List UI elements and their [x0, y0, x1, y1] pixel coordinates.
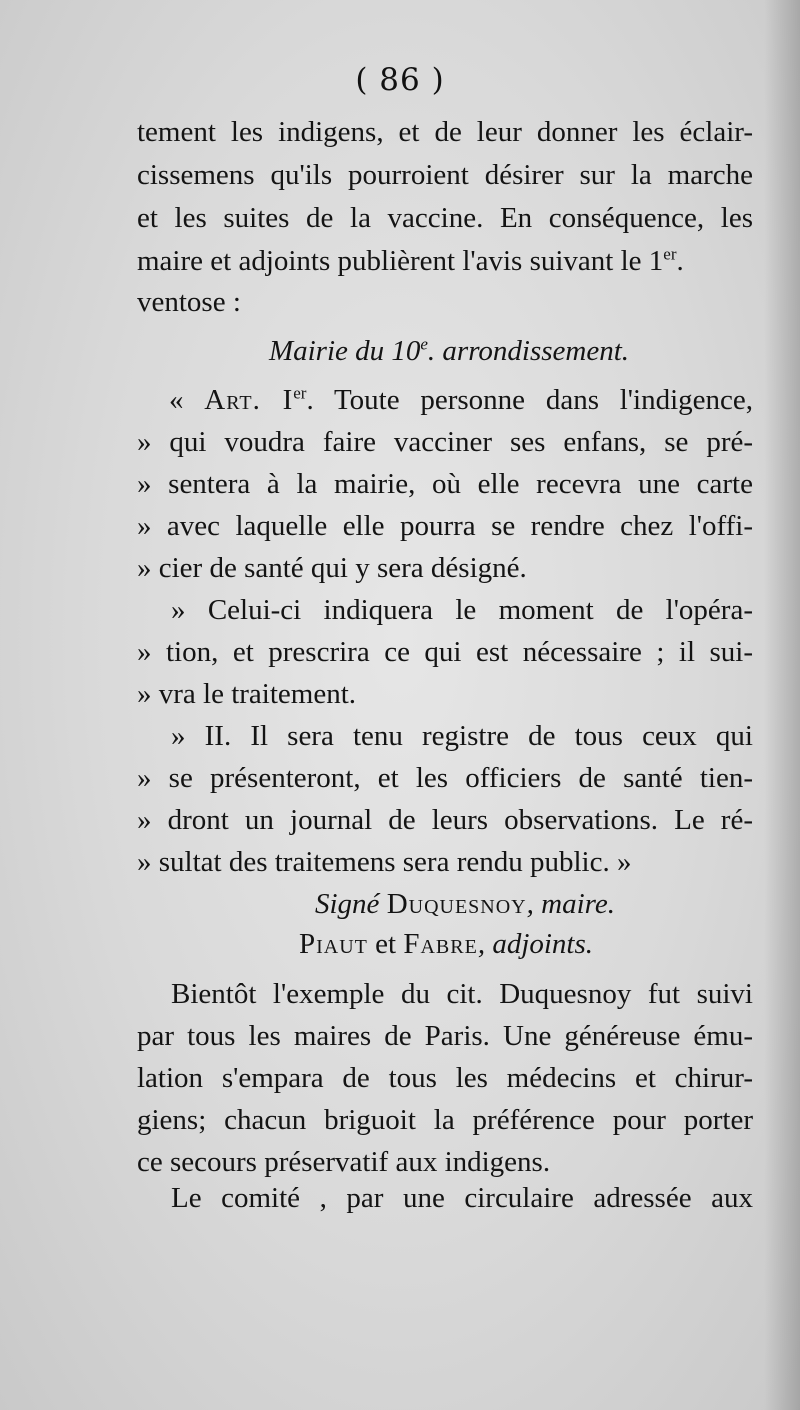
text-fragment: . Toute personne dans l'indigence, — [306, 384, 754, 416]
article-line: » sultat des traitemens sera rendu public. » — [137, 846, 632, 878]
text-fragment: . — [676, 245, 684, 277]
signatory-name: Fabre — [403, 928, 478, 960]
page-number: ( 86 ) — [355, 62, 445, 98]
article-line: » Celui-ci indiquera le moment de l'opéra- — [171, 594, 753, 626]
signatory-title: , adjoints. — [477, 928, 594, 960]
article-line: » II. Il sera tenu registre de tous ceux qui — [171, 720, 753, 752]
superscript: er — [663, 244, 677, 264]
article-line: » dront un journal de leurs observations. Le ré- — [137, 804, 753, 836]
article-line: » tion, et prescrira ce qui est nécessaire ; il sui- — [137, 636, 753, 668]
text-line: cissemens qu'ils pourroient désirer sur la marche — [137, 159, 753, 191]
article-line: » se présenteront, et les officiers de santé tien- — [137, 762, 753, 794]
paragraph-line: par tous les maires de Paris. Une généreuse ému- — [137, 1020, 753, 1052]
signature-label: Signé — [315, 888, 387, 920]
article-line: » qui voudra faire vacciner ses enfans, se pré- — [137, 426, 753, 458]
text-line: ventose : — [137, 286, 241, 318]
page-edge-shadow — [764, 0, 800, 1410]
paragraph-line: Le comité , par une circulaire adressée aux — [171, 1182, 753, 1214]
text-line: et les suites de la vaccine. En conséquence, les — [137, 202, 753, 234]
paragraph-line: ce secours préservatif aux indigens. — [137, 1146, 551, 1178]
article-line: » avec laquelle elle pourra se rendre chez l'offi- — [137, 510, 753, 542]
text-line — [137, 241, 753, 281]
article-label: Art. I — [204, 384, 294, 416]
paragraph-line: lation s'empara de tous les médecins et chirur- — [137, 1062, 753, 1094]
article-line: » cier de santé qui y sera désigné. — [137, 552, 527, 584]
signatory-name: Duquesnoy — [386, 888, 527, 920]
text-fragment: et — [367, 928, 404, 960]
text-fragment: « — [169, 384, 205, 416]
heading-text: Mairie du 10 — [268, 335, 421, 367]
text-line: tement les indigens, et de leur donner les éclair- — [137, 116, 753, 148]
signature-line — [299, 924, 753, 964]
signatory-title: , maire. — [526, 888, 615, 920]
section-heading — [137, 331, 753, 371]
paragraph-line: Bientôt l'exemple du cit. Duquesnoy fut suivi — [171, 978, 753, 1010]
heading-text: . arrondissement. — [427, 335, 630, 367]
text-fragment: maire et adjoints publièrent l'avis suivant le 1 — [137, 245, 664, 277]
superscript: er — [293, 383, 307, 403]
signatory-name: Piaut — [299, 928, 368, 960]
article-line — [169, 380, 753, 420]
superscript: e — [420, 334, 428, 354]
article-line: » vra le traitement. — [137, 678, 357, 710]
paragraph-line: giens; chacun briguoit la préférence pour porter — [137, 1104, 753, 1136]
article-line: » sentera à la mairie, où elle recevra une carte — [137, 468, 753, 500]
signature-line — [315, 884, 753, 924]
